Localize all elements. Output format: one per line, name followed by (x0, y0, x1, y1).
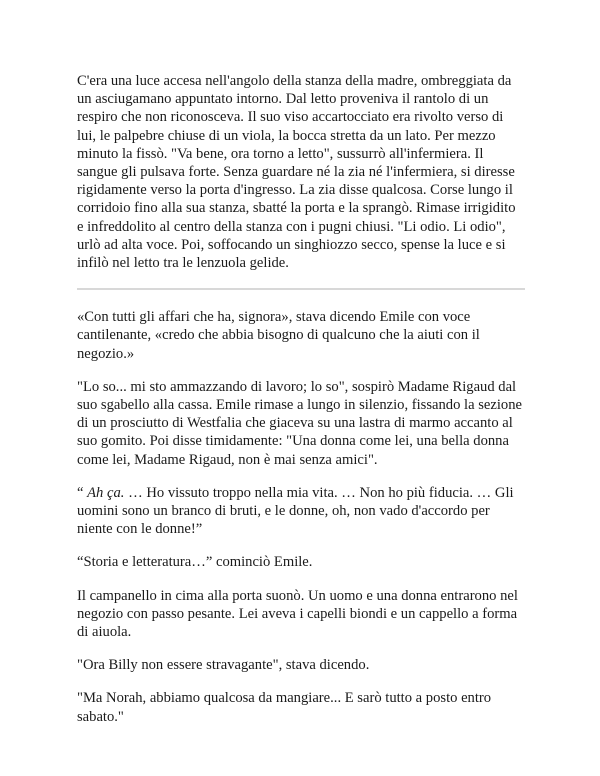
paragraph-ah-ca (77, 484, 525, 539)
open-quote: “ (77, 484, 84, 501)
paragraph-billy: "Ora Billy non essere stravagante", stava dicendo. (77, 657, 370, 674)
paragraph-ah-ca-rest: … Ho vissuto troppo nella mia vita. … Non ho più fiducia. … Gli uomini sono un branco di bruti, e le donne, oh, non vado d'accordo per niente con le donne!” (77, 484, 514, 538)
section-divider (77, 288, 525, 290)
paragraph-emile-business: «Con tutti gli affari che ha, signora», stava dicendo Emile con voce cantilenante, «credo che abbia bisogno di qualcuno che la aiuti con il negozio.» (77, 309, 480, 362)
paragraph-mother-room: C'era una luce accesa nell'angolo della stanza della madre, ombreggiata da un asciugamano appuntato intorno. Dal letto proveniva il rantolo di un respiro che non riconosceva. Il suo viso accartocciato era rivolto verso di lui, le palpebre chiuse di un viola, la bocca stretta da un lato. Per mezzo minuto la fissò. "Va bene, ora torno a letto", sussurrò all'infermiera. Il sangue gli pulsava forte. Senza guardare né la zia né l'infermiera, si diresse rigidamente verso la porta d'ingresso. La zia disse qualcosa. Corse lungo il corridoio fino alla sua stanza, sbatté la porta e la sprangò. Rimase irrigidito e infreddolito al centro della stanza con i pugni chiusi. "Li odio. Li odio", urlò ad alta voce. Poi, soffocando un singhiozzo secco, spense la luce e si infilò nel letto tra le lenzuola gelide. (77, 73, 516, 272)
paragraph-norah: "Ma Norah, abbiamo qualcosa da mangiare... E sarò tutto a posto entro sabato." (77, 690, 492, 725)
paragraph-storia: “Storia e letteratura…” cominciò Emile. (77, 554, 313, 571)
paragraph-madame-rigaud-sigh: "Lo so... mi sto ammazzando di lavoro; lo so", sospirò Madame Rigaud dal suo sgabello alla cassa. Emile rimase a lungo in silenzio, fissando la sezione di un prosciutto di Westfalia che giaceva su una lastra di marmo accanto al suo gomito. Poi disse timidamente: "Una donna come lei, una bella donna come lei, Madame Rigaud, non è mai senza amici". (77, 378, 522, 468)
paragraph-campanello: Il campanello in cima alla porta suonò. Un uomo e una donna entrarono nel negozio con passo pesante. Lei aveva i capelli biondi e un cappello a forma di aiuola. (77, 587, 518, 641)
document-page (77, 72, 525, 726)
italic-phrase: Ah ça. (87, 484, 125, 501)
